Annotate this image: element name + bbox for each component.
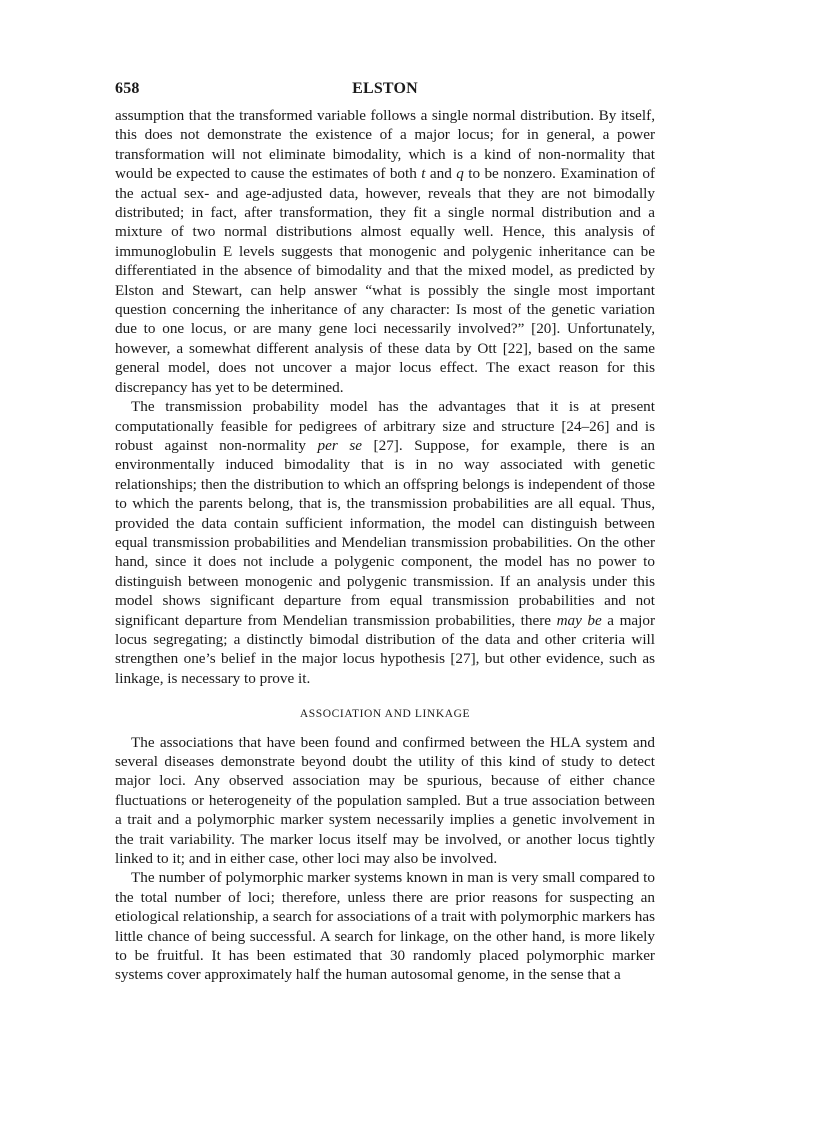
paragraph-text: The transmission probability model has the advantages that it is at present computationally feasible for pedigrees of arbitrary size and structure [24–26] and is robust against non-normality <box>115 398 655 454</box>
article-body <box>115 106 655 985</box>
italic-variable-t: t <box>421 165 426 183</box>
paragraph-text: [27]. Suppose, for example, there is an environmentally induced bimodality that is in no way associated with genetic relationships; then the distribution to which an offspring belongs is independent of those to which the parents belong, that is, the transmission probabilities are all equal. Thus, provided the data contain sufficient information, the model can distinguish between equal transmission probabilities and Mendelian transmission probabilities. On the other hand, since it does not include a polygenic component, the model has no power to distinguish between monogenic and polygenic transmission. If an analysis under this model shows significant departure from equal transmission probabilities and not significant departure from Mendelian transmission probabilities, there <box>115 436 655 629</box>
paragraph-marker-systems: The number of polymorphic marker systems known in man is very small compared to the total number of loci; therefore, unless there are prior reasons for suspecting an etiological relationship, a search for associations of a trait with polymorphic markers has little chance of being successful. A search for linkage, on the other hand, is more likely to be fruitful. It has been estimated that 30 randomly placed polymorphic marker systems cover approximately half the human autosomal genome, in the sense that a <box>115 869 655 984</box>
italic-variable-q: q <box>456 165 464 183</box>
italic-per-se: per se <box>317 436 362 454</box>
paragraph-continuation <box>115 106 655 397</box>
paragraph-text: and <box>425 165 457 183</box>
running-head: ELSTON <box>352 80 418 97</box>
section-heading: ASSOCIATION AND LINKAGE <box>299 708 471 721</box>
paragraph-text: assumption that the transformed variable follows a single normal distribution. By itself, this does not demonstrate the existence of a major locus; for in general, a power transformation will not eliminate bimodality, which is a kind of non-normality that would be expected to cause the estimates of both <box>115 107 655 183</box>
italic-may-be: may be <box>556 611 602 629</box>
page-number: 658 <box>115 80 140 97</box>
page-header <box>115 80 655 106</box>
paragraph-associations: The associations that have been found and confirmed between the HLA system and several diseases demonstrate beyond doubt the utility of this kind of study to detect major loci. Any observed association may be spurious, because of either chance fluctuations or heterogeneity of the population sampled. But a true association between a trait and a polymorphic marker system necessarily implies a genetic involvement in the trait variability. The marker locus itself may be involved, or another locus tightly linked to it; and in either case, other loci may also be involved. <box>115 733 655 868</box>
paragraph-text: to be nonzero. Examination of the actual sex- and age-adjusted data, however, reveals that they are not bimodally distributed; in fact, after transformation, they fit a single normal distribution and a mixture of two normal distributions almost equally well. Hence, this analysis of immunoglobulin E levels suggests that monogenic and polygenic inheritance can be differentiated in the absence of bimodality and that the mixed model, as predicted by Elston and Stewart, can help answer “what is possibly the single most important question concerning the inheritance of any character: Is most of the genetic variation due to one locus, or are many gene loci necessarily involved?” [20]. Unfortunately, however, a somewhat different analysis of these data by Ott [22], based on the same general model, does not uncover a major locus effect. The exact reason for this discrepancy has yet to be determined. <box>115 165 656 396</box>
paragraph-text: a major locus segregating; a distinctly bimodal distribution of the data and other criteria will strengthen one’s belief in the major locus hypothesis [27], but other evidence, such as linkage, is necessary to prove it. <box>115 611 655 687</box>
paragraph-transmission-model <box>115 397 655 688</box>
journal-page <box>115 80 655 985</box>
